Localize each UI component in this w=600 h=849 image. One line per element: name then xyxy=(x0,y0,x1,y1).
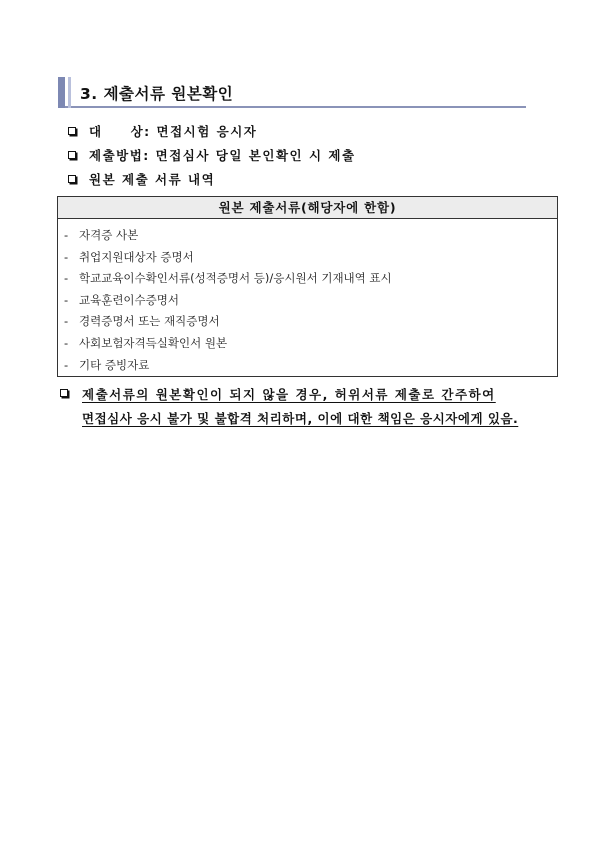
table-body xyxy=(58,219,557,376)
heading-accent-bar xyxy=(58,77,65,108)
heading-accent-bar-light xyxy=(68,77,71,108)
list-item: - 취업지원대상자 증명서 xyxy=(64,249,194,264)
bullet-text: 대 상: 면접시험 응시자 xyxy=(89,124,258,139)
list-item: - 기타 증빙자료 xyxy=(64,357,150,372)
bullet-text: 원본 제출 서류 내역 xyxy=(89,172,216,187)
notice-line: 면접심사 응시 불가 및 불합격 처리하며, 이에 대한 책임은 응시자에게 있음. xyxy=(82,411,519,426)
list-item: - 학교교육이수확인서류(성적증명서 등)/응시원서 기재내역 표시 xyxy=(64,271,392,286)
list-item-text: 취업지원대상자 증명서 xyxy=(79,249,194,264)
list-item-text: 학교교육이수확인서류(성적증명서 등)/응시원서 기재내역 표시 xyxy=(79,271,392,286)
list-item-text: 기타 증빙자료 xyxy=(79,357,150,372)
list-item-text: 경력증명서 또는 재직증명서 xyxy=(79,314,220,329)
list-item-text: 사회보험자격득실확인서 원본 xyxy=(79,335,228,350)
section-heading xyxy=(58,77,526,108)
list-item: - 교육훈련이수증명서 xyxy=(64,292,179,307)
list-item: - 자격증 사본 xyxy=(64,228,139,242)
notice-line: 제출서류의 원본확인이 되지 않을 경우, 허위서류 제출로 간주하여 xyxy=(82,387,496,402)
bullet-method xyxy=(68,146,356,164)
square-bullet-icon xyxy=(68,151,76,159)
table-header: 원본 제출서류(해당자에 한함) xyxy=(58,197,557,219)
section-title: 3. 제출서류 원본확인 xyxy=(80,85,234,103)
list-item: - 사회보험자격득실확인서 원본 xyxy=(64,335,228,350)
square-bullet-icon xyxy=(68,127,76,135)
list-item-text: 자격증 사본 xyxy=(79,228,139,242)
bullet-text: 제출방법: 면접심사 당일 본인확인 시 제출 xyxy=(89,148,356,163)
list-item: - 경력증명서 또는 재직증명서 xyxy=(64,314,220,329)
list-item-text: 교육훈련이수증명서 xyxy=(79,292,179,307)
square-bullet-icon xyxy=(68,175,76,183)
bullet-document-list xyxy=(68,170,215,188)
square-bullet-icon xyxy=(60,389,68,397)
documents-table xyxy=(57,196,558,377)
bullet-target xyxy=(68,122,257,140)
